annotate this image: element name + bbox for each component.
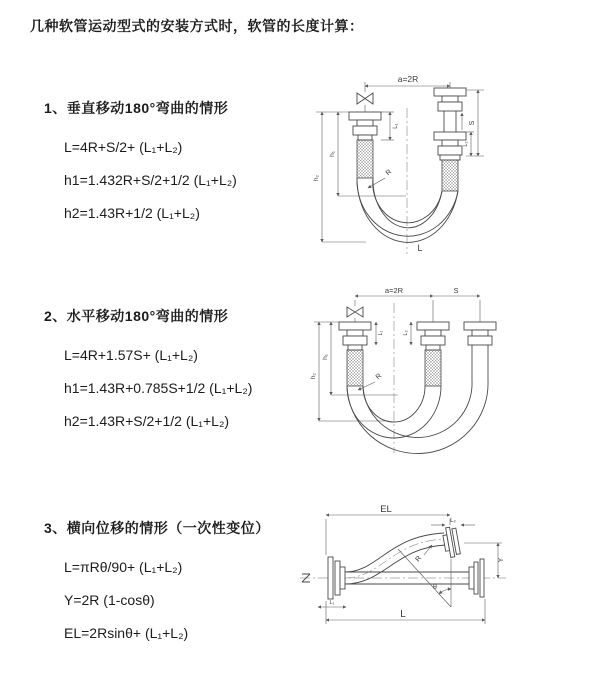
dim-label-h1: h₁ (322, 354, 329, 360)
dim-label-l1: L₁ (393, 123, 399, 129)
section-horizontal-movement (44, 306, 252, 438)
section-2-heading: 2、水平移动180°弯曲的情形 (44, 308, 229, 324)
formula-h1: h1=1.43R+0.785S+1/2 (L₁+L₂) (64, 380, 253, 396)
dim-label-l2: L₂ (463, 141, 469, 147)
right-flange-original-position (469, 559, 484, 597)
moving-fitting-shifted-position (464, 322, 496, 345)
diagram-horizontal-180-bend (308, 281, 588, 461)
section-lateral-displacement (44, 518, 270, 650)
dim-label-l2: L₂ (403, 330, 409, 336)
dim-label-s: S (469, 120, 476, 126)
hose-bend (373, 178, 442, 228)
dim-label-l: L (417, 243, 423, 253)
hose-bend (373, 178, 442, 223)
dim-label-h1: h₁ (329, 151, 336, 157)
section-3-heading: 3、横向位移的情形（一次性变位） (44, 520, 270, 536)
hose-s-curve (345, 533, 444, 572)
left-hose-fitting (349, 112, 381, 178)
formula-h2: h2=1.43R+1/2 (L₁+L₂) (64, 205, 200, 221)
dim-label-el: EL (380, 504, 392, 515)
dim-label-h2: h₂ (313, 174, 320, 182)
dim-label-a2r: a=2R (384, 286, 404, 295)
dim-label-a2r: a=2R (397, 74, 419, 84)
dim-label-l2: L₂ (450, 518, 456, 524)
valve-icon (357, 93, 373, 104)
formula-L: L=πRθ/90+ (L₁+L₂) (64, 559, 183, 575)
page-title: 几种软管运动型式的安装方式时，软管的长度计算： (30, 18, 364, 34)
right-hose-fitting-upper-position (434, 88, 466, 111)
valve-icon (347, 307, 363, 317)
formula-Y: Y=2R (1-cosθ) (64, 592, 155, 608)
formula-L: L=4R+S/2+ (L₁+L₂) (64, 139, 183, 155)
right-flange-displaced-position (442, 526, 461, 558)
dim-label-l1: L₁ (329, 600, 335, 606)
dim-label-r: R (414, 554, 424, 564)
angle-arc (439, 589, 451, 594)
moving-fitting-original-position (417, 322, 449, 386)
dim-label-l1: L₁ (378, 330, 384, 336)
dim-label-r: R (384, 168, 394, 178)
dim-label-l: L (400, 609, 406, 620)
angle-construction-line (398, 549, 451, 607)
formula-L: L=4R+1.57S+ (L₁+L₂) (64, 347, 198, 363)
section-1-heading: 1、垂直移动180°弯曲的情形 (44, 100, 229, 116)
dim-label-theta: θ (433, 584, 437, 591)
dim-label-h2: h₂ (310, 372, 317, 380)
hose-bend (347, 381, 488, 454)
formula-h2: h2=1.43R+S/2+1/2 (L₁+L₂) (64, 413, 230, 429)
right-hose-fitting-lower-position (434, 132, 466, 191)
formula-EL: EL=2Rsinθ+ (L₁+L₂) (64, 625, 189, 641)
dim-label-s: S (453, 286, 459, 295)
diagram-vertical-180-bend (308, 66, 588, 256)
left-hose-fitting (339, 322, 371, 386)
dim-label-y: Y (498, 557, 505, 563)
formula-h1: h1=1.432R+S/2+1/2 (L₁+L₂) (64, 172, 237, 188)
left-flange (328, 557, 345, 599)
diagram-lateral-displacement (298, 503, 588, 653)
section-vertical-movement (44, 98, 237, 230)
dim-label-r: R (374, 372, 384, 382)
